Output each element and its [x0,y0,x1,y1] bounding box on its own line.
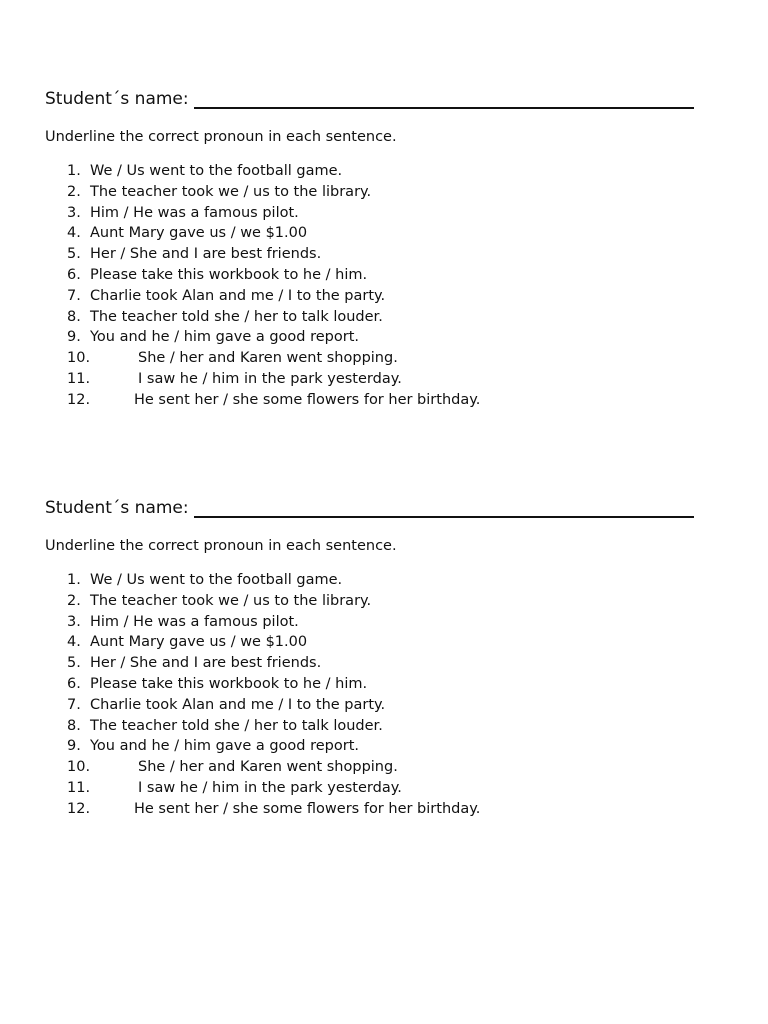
sentence-item [45,632,705,653]
item-number: 4. [67,634,81,651]
item-number: 11. [67,370,91,387]
sentence-item [45,327,705,348]
sentence-item [45,369,705,390]
sentence-text: The teacher took we / us to the library. [90,592,372,609]
item-number: 7. [67,696,81,713]
item-number: 10. [67,759,91,776]
sentence-text: Him / He was a famous pilot. [90,204,299,221]
sentence-text: We / Us went to the football game. [90,572,343,588]
item-number: 6. [67,675,81,692]
sentence-item [45,182,705,203]
sentence-text: I saw he / him in the park yesterday. [138,779,402,796]
sentence-item [45,203,705,224]
sentence-item [45,778,705,799]
sentence-text: Aunt Mary gave us / we $1.00 [90,634,308,651]
sentence-list [45,570,705,820]
sentence-item [45,653,705,674]
sentence-text: He sent her / she some flowers for her birthday. [134,800,481,817]
sentence-text: The teacher told she / her to talk louder. [90,308,383,325]
sentence-text: The teacher took we / us to the library. [90,183,372,200]
sentence-item [45,161,705,182]
item-number: 9. [67,738,81,755]
sentence-text: She / her and Karen went shopping. [138,350,398,367]
item-number: 11. [67,779,91,796]
student-name-label: Student´s name: [45,89,189,109]
sentence-text: You and he / him gave a good report. [90,329,360,346]
sentence-text: I saw he / him in the park yesterday. [138,370,402,387]
student-name-row [45,88,705,110]
sentence-item [45,674,705,695]
sentence-item [45,570,705,591]
instructions: Underline the correct pronoun in each sentence. [45,129,397,145]
sentence-item [45,223,705,244]
item-number: 8. [67,717,81,734]
item-number: 6. [67,266,81,283]
sentence-text: Aunt Mary gave us / we $1.00 [90,225,308,242]
sentence-text: Please take this workbook to he / him. [90,266,368,283]
sentence-text: You and he / him gave a good report. [90,738,360,755]
sentence-item [45,307,705,328]
sentence-text: We / Us went to the football game. [90,163,343,179]
item-number: 7. [67,287,81,304]
item-number: 5. [67,655,81,672]
worksheet-2 [45,497,705,820]
sentence-text: Her / She and I are best friends. [90,246,322,263]
item-number: 1. [67,572,81,588]
sentence-item [45,612,705,633]
sentence-text: Him / He was a famous pilot. [90,613,299,630]
item-number: 12. [67,391,91,408]
sentence-list [45,161,705,411]
sentence-item [45,390,705,411]
student-name-blank[interactable] [194,498,694,518]
sentence-item [45,799,705,820]
sentence-text: Please take this workbook to he / him. [90,675,368,692]
student-name-row [45,497,705,519]
instructions: Underline the correct pronoun in each sentence. [45,538,397,554]
sentence-item [45,348,705,369]
student-name-label: Student´s name: [45,498,189,518]
item-number: 3. [67,613,81,630]
sentence-item [45,265,705,286]
sentence-text: He sent her / she some flowers for her birthday. [134,391,481,408]
sentence-text: Her / She and I are best friends. [90,655,322,672]
sentence-item [45,286,705,307]
sentence-item [45,716,705,737]
item-number: 3. [67,204,81,221]
worksheet-1 [45,88,705,411]
sentence-text: Charlie took Alan and me / I to the party. [90,696,386,713]
sentence-item [45,591,705,612]
item-number: 10. [67,350,91,367]
item-number: 4. [67,225,81,242]
item-number: 2. [67,183,81,200]
item-number: 2. [67,592,81,609]
sentence-item [45,695,705,716]
sentence-text: The teacher told she / her to talk louder. [90,717,383,734]
sentence-text: Charlie took Alan and me / I to the party. [90,287,386,304]
item-number: 12. [67,800,91,817]
sentence-item [45,244,705,265]
sentence-item [45,757,705,778]
item-number: 5. [67,246,81,263]
item-number: 8. [67,308,81,325]
sentence-item [45,736,705,757]
student-name-blank[interactable] [194,89,694,109]
item-number: 1. [67,163,81,179]
item-number: 9. [67,329,81,346]
sentence-text: She / her and Karen went shopping. [138,759,398,776]
